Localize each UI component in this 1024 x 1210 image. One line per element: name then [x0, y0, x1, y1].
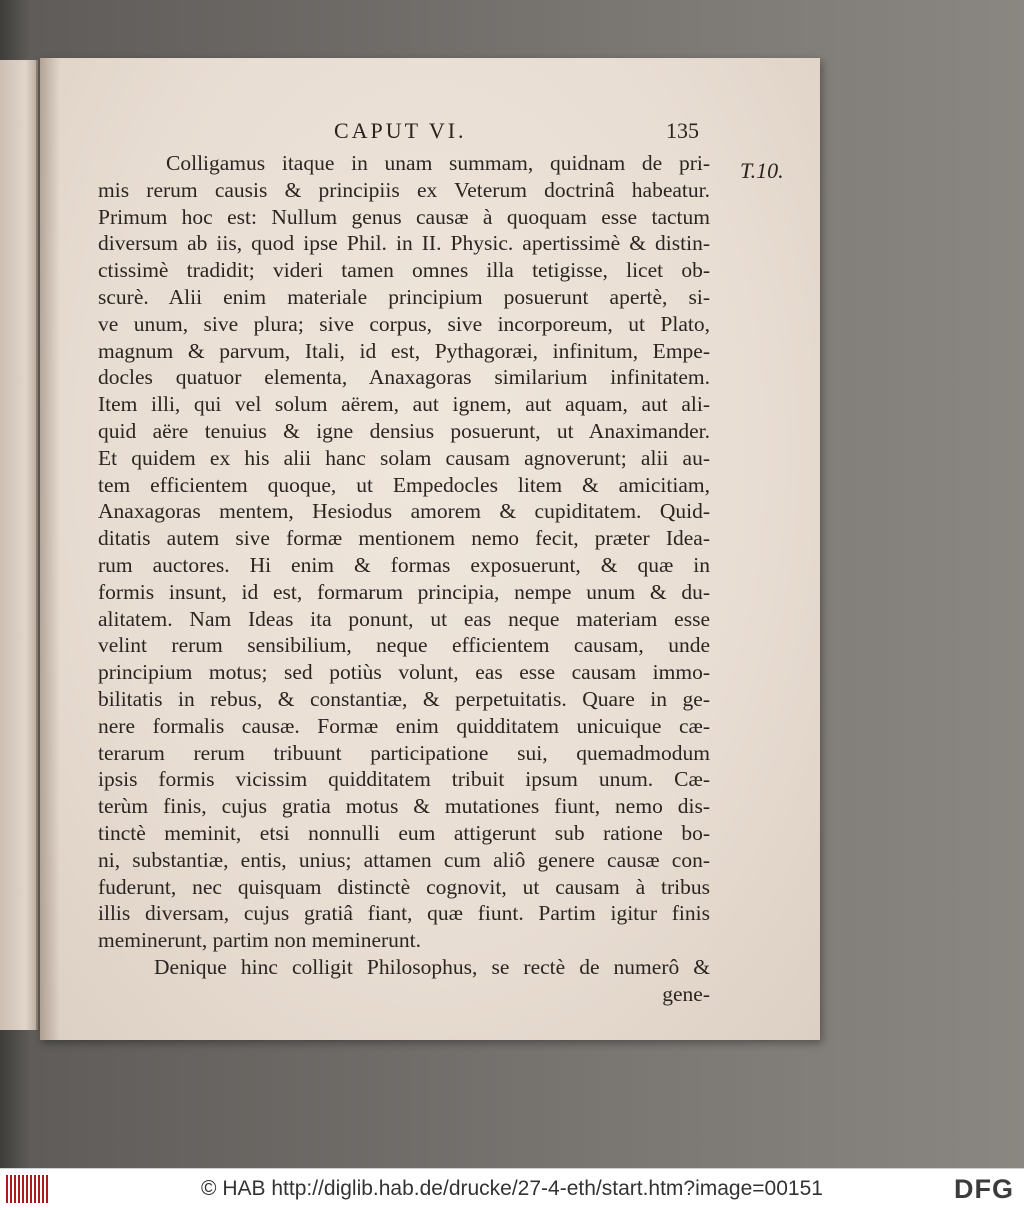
- gutter-shadow: [40, 58, 60, 1040]
- text-line: ni, substantiæ, entis, unius; attamen cum aliô genere causæ con-: [98, 847, 710, 872]
- text-line: docles quatuor elementa, Anaxagoras similarium infinitatem.: [98, 365, 710, 390]
- text-line: quid aëre tenuius & igne densius posuerunt, ut Anaximander.: [98, 418, 710, 443]
- text-line: illis diversam, cujus gratiâ fiant, quæ fiunt. Partim igitur finis: [98, 901, 710, 926]
- text-line: scurè. Alii enim materiale principium posuerunt apertè, si-: [98, 284, 710, 309]
- text-line: magnum & parvum, Itali, id est, Pythagoræi, infinitum, Empe-: [98, 338, 710, 363]
- margin-note: T.10.: [740, 158, 784, 183]
- text-line: Colligamus itaque in unam summam, quidnam de pri-: [166, 151, 710, 175]
- text-line: principium motus; sed potiùs volunt, eas esse causam immo-: [98, 660, 710, 685]
- text-line: ipsis formis vicissim quidditatem tribuit ipsum unum. Cæ-: [98, 767, 710, 792]
- text-line: tem efficientem quoque, ut Empedocles litem & amicitiam,: [98, 472, 710, 497]
- previous-page-edge: [0, 60, 38, 1030]
- body-text: [98, 150, 710, 1008]
- text-line: rum auctores. Hi enim & formas exposuerunt, & quæ in: [98, 552, 710, 577]
- text-line: nere formalis causæ. Formæ enim quidditatem unicuique cæ-: [98, 713, 710, 738]
- text-line: ditatis autem sive formæ mentionem nemo fecit, præter Idea-: [98, 526, 710, 551]
- citation-link[interactable]: © HAB http://diglib.hab.de/drucke/27-4-eth/start.htm?image=00151: [201, 1177, 823, 1200]
- text-line: terarum rerum tribuunt participatione sui, quemadmodum: [98, 740, 710, 765]
- page-number: 135: [666, 118, 699, 143]
- text-line: velint rerum sensibilium, neque efficientem causam, unde: [98, 633, 710, 658]
- text-line: meminerunt, partim non meminerunt.: [98, 928, 422, 953]
- text-line: Primum hoc est: Nullum genus causæ à quoquam esse tactum: [98, 204, 710, 229]
- dfg-logo: DFG: [954, 1174, 1014, 1204]
- text-line: alitatem. Nam Ideas ita ponunt, ut eas neque materiam esse: [98, 606, 710, 631]
- text-line: terùm finis, cujus gratia motus & mutationes fiunt, nemo dis-: [98, 794, 710, 819]
- text-line: fuderunt, nec quisquam distinctè cognovit, ut causam à tribus: [98, 874, 710, 899]
- footer-bar: [0, 1168, 1024, 1210]
- text-line: mis rerum causis & principiis ex Veterum doctrinâ habeatur.: [98, 177, 710, 202]
- text-line: ve unum, sive plura; sive corpus, sive incorporeum, ut Plato,: [98, 311, 710, 336]
- text-line: Et quidem ex his alii hanc solam causam agnoverunt; alii au-: [98, 445, 710, 470]
- text-line: Anaxagoras mentem, Hesiodus amorem & cupiditatem. Quid-: [98, 499, 710, 524]
- text-line: ctissimè tradidit; videri tamen omnes illa tetigisse, licet ob-: [98, 258, 710, 283]
- text-line: tinctè meminit, etsi nonnulli eum attigerunt sub ratione bo-: [98, 820, 710, 845]
- running-head: CAPUT VI.: [334, 118, 467, 143]
- text-line: Denique hinc colligit Philosophus, se rectè de numerô &: [154, 954, 710, 979]
- text-line: bilitatis in rebus, & constantiæ, & perpetuitatis. Quare in ge-: [98, 686, 710, 711]
- text-line: formis insunt, id est, formarum principia, nempe unum & du-: [98, 579, 710, 604]
- text-line: diversum ab iis, quod ipse Phil. in II. Physic. apertissimè & distin-: [98, 231, 710, 256]
- catchword: gene-: [662, 981, 710, 1006]
- text-line: Item illi, qui vel solum aërem, aut ignem, aut aquam, aut ali-: [98, 392, 710, 417]
